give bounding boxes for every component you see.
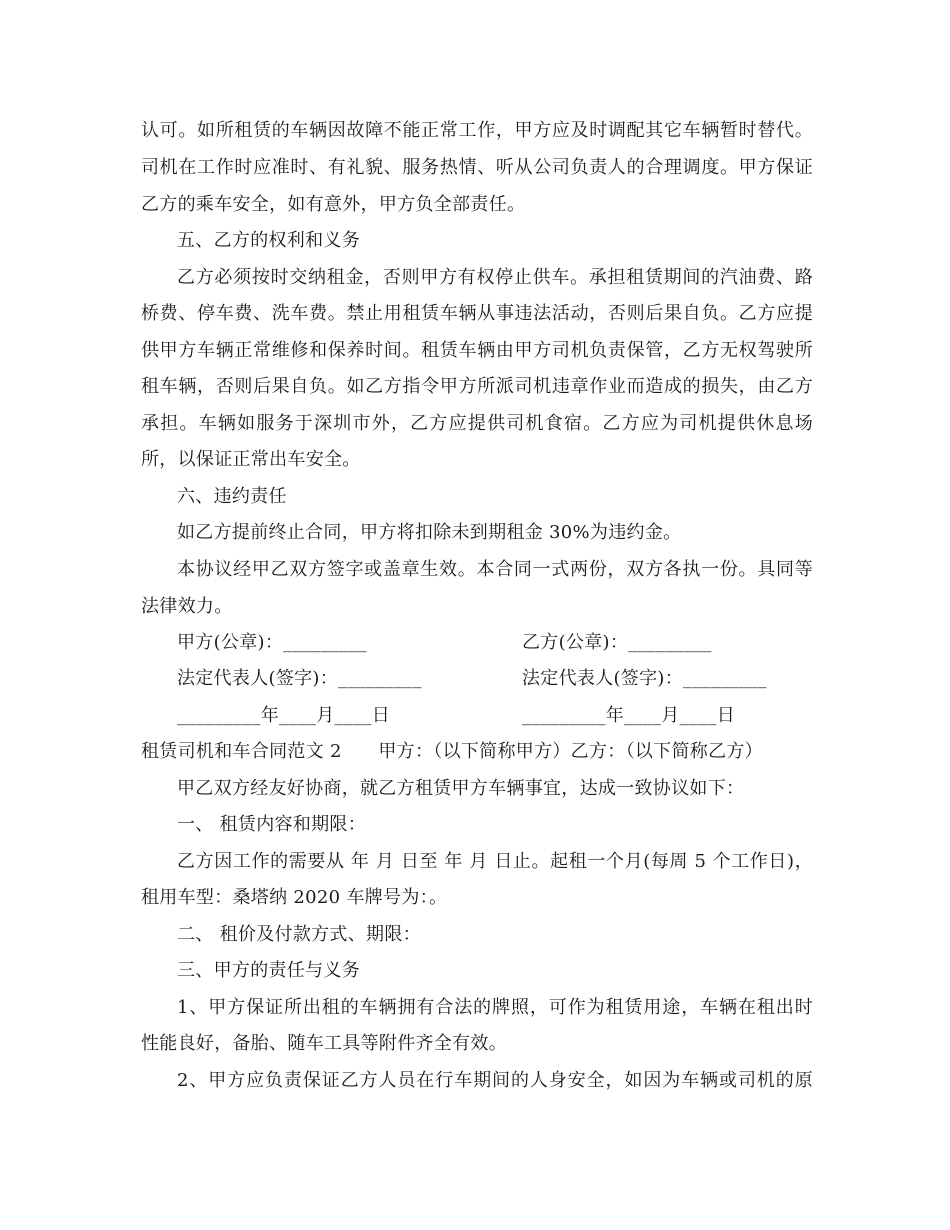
text-line: 供甲方车辆正常维修和保养时间。租赁车辆由甲方司机负责保管，乙方无权驾驶所	[141, 340, 813, 361]
text-line: 1、甲方保证所出租的车辆拥有合法的牌照，可作为租赁用途，车辆在租出时	[177, 997, 813, 1018]
text-line: 性能良好，备胎、随车工具等附件齐全有效。	[141, 1033, 507, 1054]
text-line: 法律效力。	[141, 596, 233, 617]
text-line: 承担。车辆如服务于深圳市外，乙方应提供司机食宿。乙方应为司机提供休息场	[141, 413, 813, 434]
text-line: 桥费、停车费、洗车费。禁止用租赁车辆从事违法活动，否则后果自负。乙方应提	[141, 303, 813, 324]
section-heading: 五、乙方的权利和义务	[177, 230, 360, 251]
text-line: 乙方因工作的需要从 年 月 日至 年 月 日止。起租一个月(每周 5 个工作日)，	[177, 851, 813, 872]
text-line: 本协议经甲乙双方签字或盖章生效。本合同一式两份，双方各执一份。具同等	[177, 559, 813, 580]
section-heading: 六、违约责任	[177, 486, 287, 507]
text-line: 乙方必须按时交纳租金，否则甲方有权停止供车。承担租赁期间的汽油费、路	[177, 267, 813, 288]
section-heading: 二、 租价及付款方式、期限：	[177, 924, 421, 945]
text-line: 租车辆，否则后果自负。如乙方指令甲方所派司机违章作业而造成的损失，由乙方	[141, 376, 813, 397]
party-a-date-field: _________年____月____日	[177, 705, 390, 726]
party-a-seal-field: 甲方(公章)：_________	[177, 632, 367, 653]
section-heading: 一、 租赁内容和期限：	[177, 814, 367, 835]
party-b-seal-field: 乙方(公章)：_________	[522, 632, 712, 653]
text-line: 司机在工作时应准时、有礼貌、服务热情、听从公司负责人的合理调度。甲方保证	[141, 157, 813, 178]
text-line: 2、甲方应负责保证乙方人员在行车期间的人身安全，如因为车辆或司机的原	[177, 1070, 813, 1091]
text-line: 如乙方提前终止合同，甲方将扣除未到期租金 30%为违约金。	[177, 522, 682, 543]
document-title-line: 租赁司机和车合同范文 2 甲方：（以下简称甲方）乙方：（以下简称乙方）	[141, 741, 763, 762]
text-line: 乙方的乘车安全，如有意外，甲方负全部责任。	[141, 194, 526, 215]
section-heading: 三、甲方的责任与义务	[177, 960, 360, 981]
party-b-representative-field: 法定代表人(签字)：_________	[522, 668, 767, 689]
party-b-date-field: _________年____月____日	[522, 705, 735, 726]
text-line: 租用车型：桑塔纳 2020 车牌号为：。	[141, 887, 448, 908]
text-line: 所，以保证正常出车安全。	[141, 449, 361, 470]
text-line: 甲乙双方经友好协商，就乙方租赁甲方车辆事宜，达成一致协议如下：	[177, 778, 745, 799]
party-a-representative-field: 法定代表人(签字)：_________	[177, 668, 422, 689]
text-line: 认可。如所租赁的车辆因故障不能正常工作，甲方应及时调配其它车辆暂时替代。	[141, 120, 813, 141]
